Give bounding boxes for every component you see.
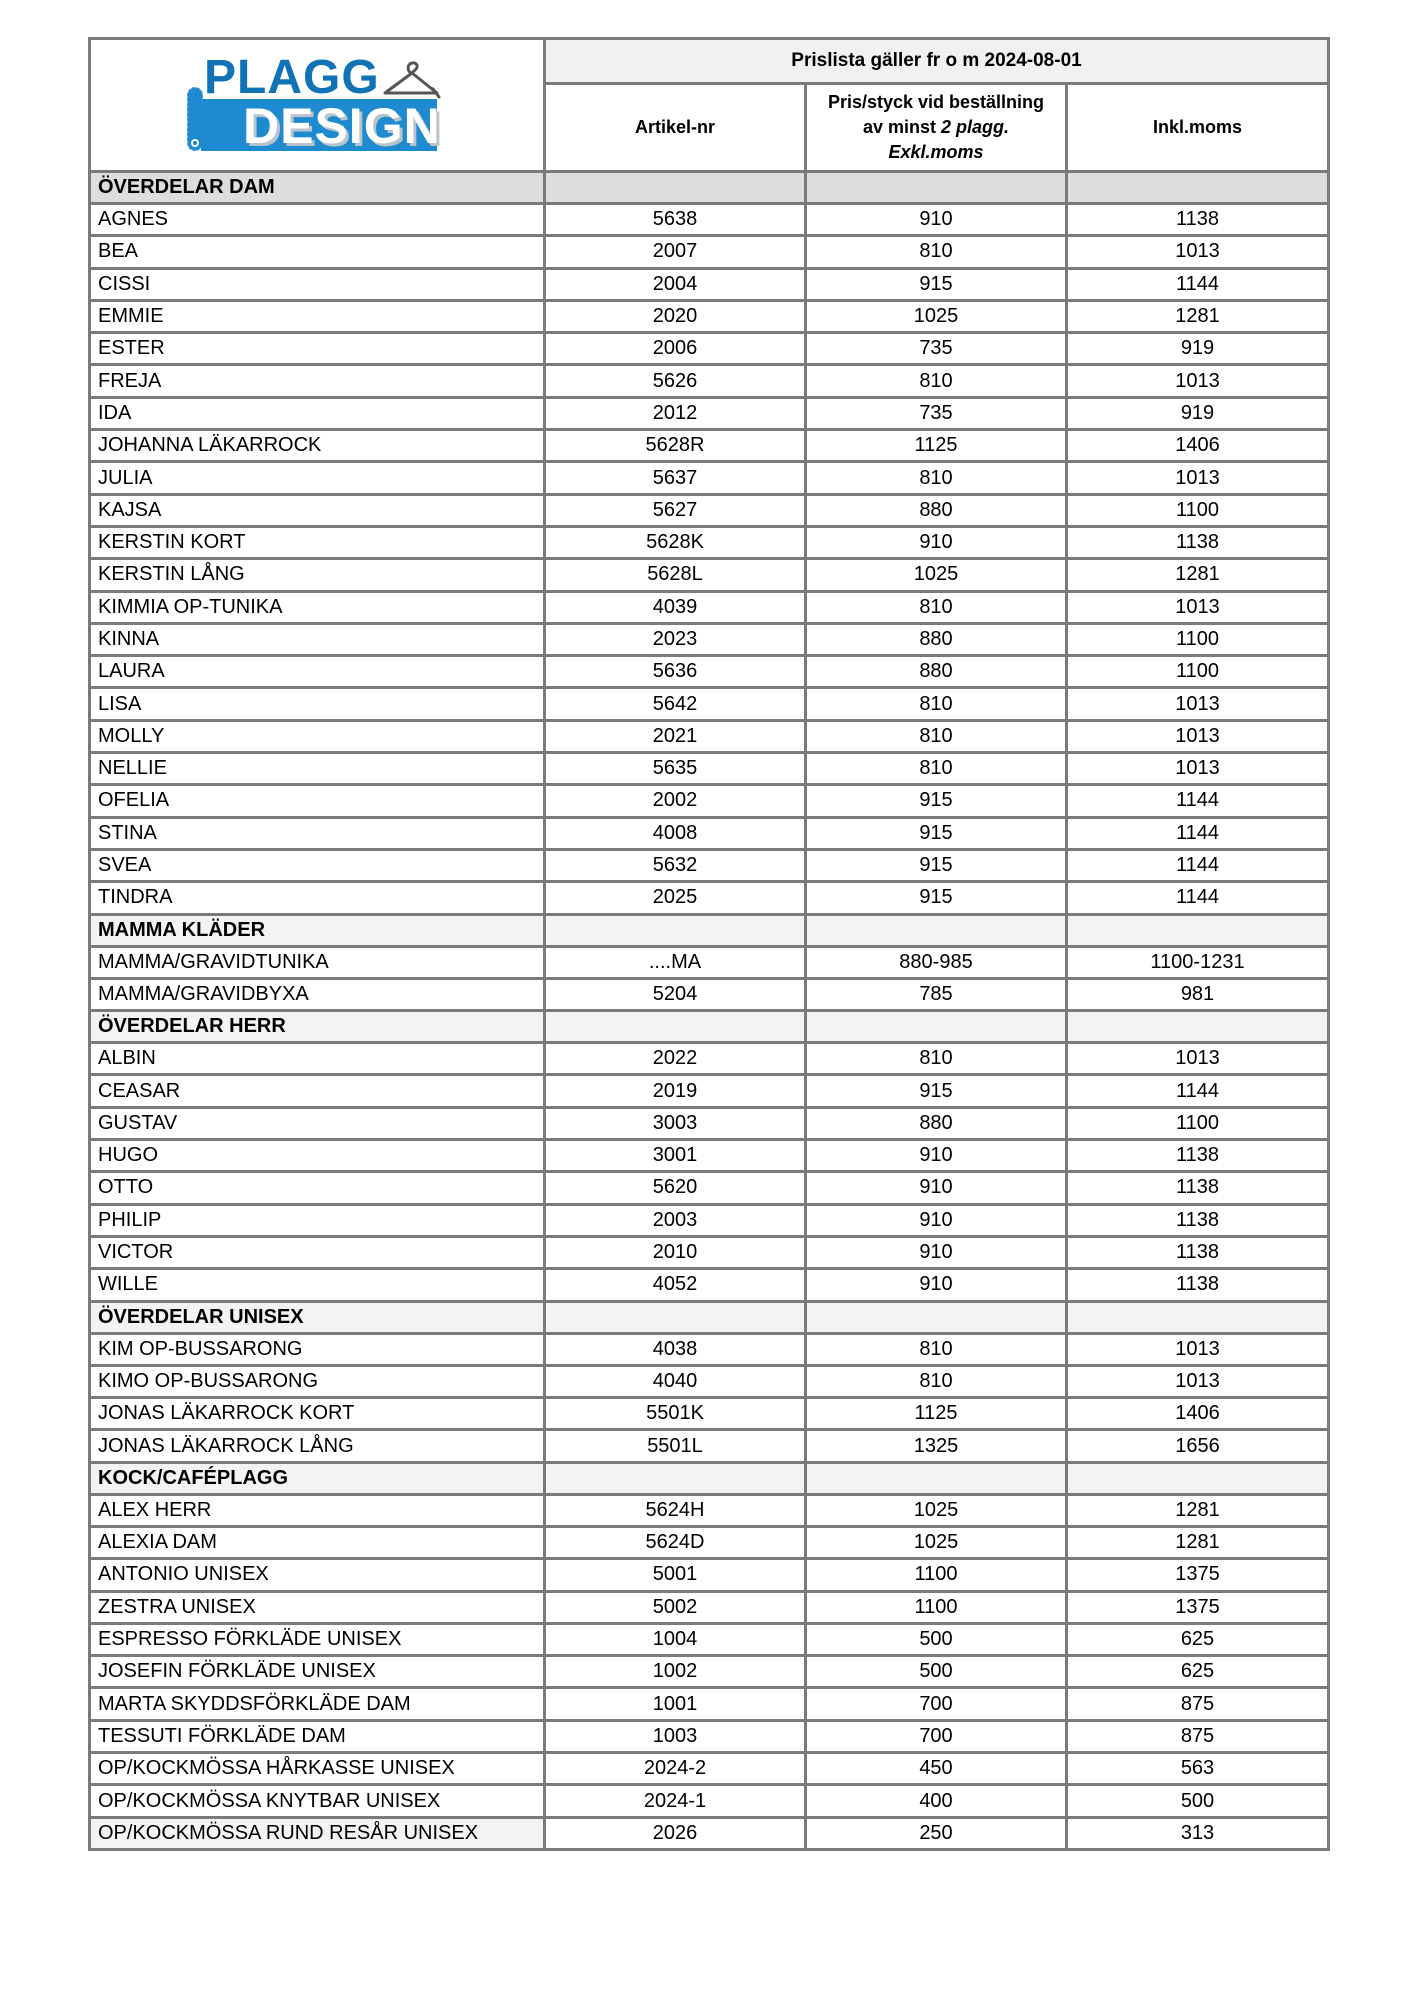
article-number: 5628K bbox=[545, 526, 806, 558]
price-incl-vat: 1100 bbox=[1067, 494, 1329, 526]
price-incl-vat: 1138 bbox=[1067, 1140, 1329, 1172]
table-row bbox=[90, 1398, 1329, 1430]
price-header-line2a: av minst bbox=[862, 116, 941, 137]
table-row bbox=[90, 623, 1329, 655]
logo-text-plagg: PLAGG bbox=[204, 50, 380, 104]
price-incl-vat: 1013 bbox=[1067, 1043, 1329, 1075]
price-incl-vat: 875 bbox=[1067, 1688, 1329, 1720]
product-name: JULIA bbox=[90, 462, 545, 494]
product-name: STINA bbox=[90, 817, 545, 849]
product-name: OTTO bbox=[90, 1172, 545, 1204]
price-incl-vat: 1013 bbox=[1067, 591, 1329, 623]
table-row bbox=[90, 204, 1329, 236]
price-excl-vat: 500 bbox=[806, 1623, 1067, 1655]
section-empty-cell bbox=[545, 1462, 806, 1494]
section-header-row bbox=[90, 172, 1329, 204]
product-name: AGNES bbox=[90, 204, 545, 236]
price-incl-vat: 1144 bbox=[1067, 882, 1329, 914]
price-incl-vat: 981 bbox=[1067, 978, 1329, 1010]
product-name: ANTONIO UNISEX bbox=[90, 1559, 545, 1591]
article-number: 5620 bbox=[545, 1172, 806, 1204]
price-excl-vat: 810 bbox=[806, 591, 1067, 623]
price-excl-vat: 880-985 bbox=[806, 946, 1067, 978]
table-row bbox=[90, 946, 1329, 978]
price-excl-vat: 915 bbox=[806, 1075, 1067, 1107]
article-number: 2003 bbox=[545, 1204, 806, 1236]
price-excl-vat: 1100 bbox=[806, 1591, 1067, 1623]
price-incl-vat: 1406 bbox=[1067, 1398, 1329, 1430]
price-incl-vat: 919 bbox=[1067, 397, 1329, 429]
article-number: 5638 bbox=[545, 204, 806, 236]
product-name: PHILIP bbox=[90, 1204, 545, 1236]
section-empty-cell bbox=[545, 172, 806, 204]
product-name: OFELIA bbox=[90, 785, 545, 817]
article-number: 2010 bbox=[545, 1236, 806, 1268]
article-number: 2021 bbox=[545, 720, 806, 752]
price-excl-vat: 500 bbox=[806, 1656, 1067, 1688]
price-incl-vat: 1100 bbox=[1067, 656, 1329, 688]
table-row bbox=[90, 268, 1329, 300]
product-name: KERSTIN LÅNG bbox=[90, 559, 545, 591]
article-number: 1002 bbox=[545, 1656, 806, 1688]
price-excl-vat: 880 bbox=[806, 1107, 1067, 1139]
table-row bbox=[90, 1526, 1329, 1558]
product-name: MARTA SKYDDSFÖRKLÄDE DAM bbox=[90, 1688, 545, 1720]
price-excl-vat: 915 bbox=[806, 882, 1067, 914]
price-incl-vat: 1138 bbox=[1067, 1269, 1329, 1301]
price-incl-vat: 875 bbox=[1067, 1720, 1329, 1752]
article-number: 5628R bbox=[545, 430, 806, 462]
table-row bbox=[90, 1107, 1329, 1139]
price-incl-vat: 1144 bbox=[1067, 785, 1329, 817]
price-excl-vat: 910 bbox=[806, 1236, 1067, 1268]
price-excl-vat: 785 bbox=[806, 978, 1067, 1010]
column-header-price-incl: Inkl.moms bbox=[1067, 83, 1329, 171]
article-number: 1003 bbox=[545, 1720, 806, 1752]
table-row bbox=[90, 720, 1329, 752]
product-name: LAURA bbox=[90, 656, 545, 688]
article-number: 5642 bbox=[545, 688, 806, 720]
price-incl-vat: 1144 bbox=[1067, 268, 1329, 300]
table-row bbox=[90, 526, 1329, 558]
price-excl-vat: 915 bbox=[806, 268, 1067, 300]
product-name: NELLIE bbox=[90, 753, 545, 785]
price-excl-vat: 1025 bbox=[806, 1494, 1067, 1526]
price-incl-vat: 1013 bbox=[1067, 462, 1329, 494]
section-empty-cell bbox=[806, 1011, 1067, 1043]
price-excl-vat: 910 bbox=[806, 526, 1067, 558]
product-name: OP/KOCKMÖSSA KNYTBAR UNISEX bbox=[90, 1785, 545, 1817]
section-title: KOCK/CAFÉPLAGG bbox=[90, 1462, 545, 1494]
price-incl-vat: 1281 bbox=[1067, 1526, 1329, 1558]
table-row bbox=[90, 1204, 1329, 1236]
table-row bbox=[90, 882, 1329, 914]
product-name: JOHANNA LÄKARROCK bbox=[90, 430, 545, 462]
price-incl-vat: 1013 bbox=[1067, 753, 1329, 785]
section-empty-cell bbox=[1067, 1301, 1329, 1333]
price-list-title: Prislista gäller fr o m 2024-08-01 bbox=[545, 39, 1329, 84]
price-incl-vat: 1138 bbox=[1067, 204, 1329, 236]
table-row bbox=[90, 978, 1329, 1010]
product-name: ZESTRA UNISEX bbox=[90, 1591, 545, 1623]
table-row bbox=[90, 1494, 1329, 1526]
article-number: 5002 bbox=[545, 1591, 806, 1623]
price-incl-vat: 1138 bbox=[1067, 526, 1329, 558]
article-number: 5628L bbox=[545, 559, 806, 591]
column-header-article: Artikel-nr bbox=[545, 83, 806, 171]
price-excl-vat: 735 bbox=[806, 397, 1067, 429]
product-name: ALEX HERR bbox=[90, 1494, 545, 1526]
price-incl-vat: 313 bbox=[1067, 1817, 1329, 1849]
price-incl-vat: 1375 bbox=[1067, 1591, 1329, 1623]
section-empty-cell bbox=[806, 172, 1067, 204]
article-number: 2007 bbox=[545, 236, 806, 268]
product-name: CISSI bbox=[90, 268, 545, 300]
table-row bbox=[90, 849, 1329, 881]
table-row bbox=[90, 430, 1329, 462]
table-row bbox=[90, 656, 1329, 688]
column-header-price-excl bbox=[806, 83, 1067, 171]
product-name: OP/KOCKMÖSSA RUND RESÅR UNISEX bbox=[90, 1817, 545, 1849]
article-number: 2024-1 bbox=[545, 1785, 806, 1817]
price-excl-vat: 1125 bbox=[806, 1398, 1067, 1430]
price-incl-vat: 1100 bbox=[1067, 1107, 1329, 1139]
price-header-line1: Pris/styck vid beställning bbox=[827, 91, 1045, 112]
hanger-icon bbox=[381, 61, 443, 101]
price-header-line3: Exkl.moms bbox=[888, 141, 984, 162]
price-incl-vat: 1144 bbox=[1067, 849, 1329, 881]
table-row bbox=[90, 817, 1329, 849]
table-row bbox=[90, 1043, 1329, 1075]
article-number: 5636 bbox=[545, 656, 806, 688]
table-row bbox=[90, 1817, 1329, 1849]
table-row bbox=[90, 1365, 1329, 1397]
section-empty-cell bbox=[1067, 1462, 1329, 1494]
price-incl-vat: 1406 bbox=[1067, 430, 1329, 462]
article-number: 2026 bbox=[545, 1817, 806, 1849]
product-name: ALBIN bbox=[90, 1043, 545, 1075]
product-name: KIMMIA OP-TUNIKA bbox=[90, 591, 545, 623]
section-title: ÖVERDELAR HERR bbox=[90, 1011, 545, 1043]
section-empty-cell bbox=[1067, 914, 1329, 946]
logo-text-design: DESIGN bbox=[243, 97, 441, 154]
product-name: HUGO bbox=[90, 1140, 545, 1172]
product-name: SVEA bbox=[90, 849, 545, 881]
table-row bbox=[90, 1269, 1329, 1301]
article-number: 4008 bbox=[545, 817, 806, 849]
table-row bbox=[90, 1236, 1329, 1268]
price-incl-vat: 1281 bbox=[1067, 559, 1329, 591]
article-number: 2012 bbox=[545, 397, 806, 429]
article-number: 5632 bbox=[545, 849, 806, 881]
price-incl-vat: 1138 bbox=[1067, 1172, 1329, 1204]
plagg-design-logo bbox=[187, 50, 447, 154]
table-row bbox=[90, 785, 1329, 817]
table-row bbox=[90, 559, 1329, 591]
product-name: MAMMA/GRAVIDTUNIKA bbox=[90, 946, 545, 978]
table-row bbox=[90, 1656, 1329, 1688]
table-row bbox=[90, 397, 1329, 429]
section-header-row bbox=[90, 1462, 1329, 1494]
price-excl-vat: 450 bbox=[806, 1753, 1067, 1785]
product-name: OP/KOCKMÖSSA HÅRKASSE UNISEX bbox=[90, 1753, 545, 1785]
article-number: 1001 bbox=[545, 1688, 806, 1720]
table-row bbox=[90, 236, 1329, 268]
table-row bbox=[90, 1559, 1329, 1591]
price-incl-vat: 1013 bbox=[1067, 365, 1329, 397]
product-name: IDA bbox=[90, 397, 545, 429]
price-incl-vat: 1138 bbox=[1067, 1204, 1329, 1236]
price-excl-vat: 1125 bbox=[806, 430, 1067, 462]
price-incl-vat: 563 bbox=[1067, 1753, 1329, 1785]
section-empty-cell bbox=[545, 914, 806, 946]
product-name: VICTOR bbox=[90, 1236, 545, 1268]
section-header-row bbox=[90, 1011, 1329, 1043]
table-row bbox=[90, 1753, 1329, 1785]
product-name: ESTER bbox=[90, 333, 545, 365]
table-row bbox=[90, 1688, 1329, 1720]
product-name: KERSTIN KORT bbox=[90, 526, 545, 558]
article-number: 5501L bbox=[545, 1430, 806, 1462]
price-excl-vat: 810 bbox=[806, 688, 1067, 720]
table-row bbox=[90, 1623, 1329, 1655]
article-number: 5624D bbox=[545, 1526, 806, 1558]
price-excl-vat: 250 bbox=[806, 1817, 1067, 1849]
price-excl-vat: 915 bbox=[806, 785, 1067, 817]
article-number: 2022 bbox=[545, 1043, 806, 1075]
article-number: 2025 bbox=[545, 882, 806, 914]
price-excl-vat: 880 bbox=[806, 623, 1067, 655]
product-name: LISA bbox=[90, 688, 545, 720]
table-row bbox=[90, 1075, 1329, 1107]
price-excl-vat: 915 bbox=[806, 817, 1067, 849]
section-header-row bbox=[90, 914, 1329, 946]
price-incl-vat: 1013 bbox=[1067, 688, 1329, 720]
product-name: CEASAR bbox=[90, 1075, 545, 1107]
price-incl-vat: 1375 bbox=[1067, 1559, 1329, 1591]
section-header-row bbox=[90, 1301, 1329, 1333]
price-excl-vat: 880 bbox=[806, 656, 1067, 688]
article-number: 4052 bbox=[545, 1269, 806, 1301]
article-number: 4039 bbox=[545, 591, 806, 623]
price-excl-vat: 910 bbox=[806, 1204, 1067, 1236]
table-row bbox=[90, 688, 1329, 720]
product-name: TINDRA bbox=[90, 882, 545, 914]
table-row bbox=[90, 365, 1329, 397]
table-row bbox=[90, 1333, 1329, 1365]
article-number: 5635 bbox=[545, 753, 806, 785]
article-number: 2020 bbox=[545, 300, 806, 332]
price-excl-vat: 910 bbox=[806, 204, 1067, 236]
price-incl-vat: 1656 bbox=[1067, 1430, 1329, 1462]
article-number: 4038 bbox=[545, 1333, 806, 1365]
price-incl-vat: 1281 bbox=[1067, 300, 1329, 332]
section-empty-cell bbox=[1067, 1011, 1329, 1043]
section-empty-cell bbox=[806, 914, 1067, 946]
price-excl-vat: 735 bbox=[806, 333, 1067, 365]
section-empty-cell bbox=[806, 1301, 1067, 1333]
product-name: MAMMA/GRAVIDBYXA bbox=[90, 978, 545, 1010]
article-number: 2006 bbox=[545, 333, 806, 365]
section-empty-cell bbox=[1067, 172, 1329, 204]
article-number: 5624H bbox=[545, 1494, 806, 1526]
section-title: MAMMA KLÄDER bbox=[90, 914, 545, 946]
price-excl-vat: 910 bbox=[806, 1269, 1067, 1301]
price-excl-vat: 880 bbox=[806, 494, 1067, 526]
article-number: 3003 bbox=[545, 1107, 806, 1139]
price-excl-vat: 1025 bbox=[806, 1526, 1067, 1558]
article-number: 2024-2 bbox=[545, 1753, 806, 1785]
product-name: KIM OP-BUSSARONG bbox=[90, 1333, 545, 1365]
price-excl-vat: 810 bbox=[806, 462, 1067, 494]
product-name: ALEXIA DAM bbox=[90, 1526, 545, 1558]
product-name: KINNA bbox=[90, 623, 545, 655]
price-excl-vat: 915 bbox=[806, 849, 1067, 881]
price-incl-vat: 1013 bbox=[1067, 236, 1329, 268]
price-incl-vat: 500 bbox=[1067, 1785, 1329, 1817]
price-incl-vat: 1013 bbox=[1067, 720, 1329, 752]
price-incl-vat: 1144 bbox=[1067, 1075, 1329, 1107]
article-number: 2019 bbox=[545, 1075, 806, 1107]
table-row bbox=[90, 1172, 1329, 1204]
article-number: 2004 bbox=[545, 268, 806, 300]
price-excl-vat: 810 bbox=[806, 236, 1067, 268]
price-excl-vat: 910 bbox=[806, 1172, 1067, 1204]
table-row bbox=[90, 1720, 1329, 1752]
article-number: ....MA bbox=[545, 946, 806, 978]
table-row bbox=[90, 462, 1329, 494]
article-number: 5001 bbox=[545, 1559, 806, 1591]
product-name: EMMIE bbox=[90, 300, 545, 332]
logo-cell bbox=[90, 39, 545, 172]
table-row bbox=[90, 300, 1329, 332]
table-row bbox=[90, 1591, 1329, 1623]
product-name: MOLLY bbox=[90, 720, 545, 752]
price-excl-vat: 700 bbox=[806, 1720, 1067, 1752]
product-name: KIMO OP-BUSSARONG bbox=[90, 1365, 545, 1397]
price-incl-vat: 1144 bbox=[1067, 817, 1329, 849]
product-name: KAJSA bbox=[90, 494, 545, 526]
product-name: GUSTAV bbox=[90, 1107, 545, 1139]
product-name: BEA bbox=[90, 236, 545, 268]
price-excl-vat: 1325 bbox=[806, 1430, 1067, 1462]
price-list-body bbox=[90, 172, 1329, 1850]
price-excl-vat: 810 bbox=[806, 753, 1067, 785]
price-incl-vat: 1100 bbox=[1067, 623, 1329, 655]
table-row bbox=[90, 753, 1329, 785]
price-list-page bbox=[88, 37, 1327, 1851]
product-name: FREJA bbox=[90, 365, 545, 397]
section-title: ÖVERDELAR UNISEX bbox=[90, 1301, 545, 1333]
price-incl-vat: 625 bbox=[1067, 1656, 1329, 1688]
article-number: 4040 bbox=[545, 1365, 806, 1397]
table-row bbox=[90, 1785, 1329, 1817]
article-number: 5627 bbox=[545, 494, 806, 526]
price-incl-vat: 1013 bbox=[1067, 1365, 1329, 1397]
price-excl-vat: 700 bbox=[806, 1688, 1067, 1720]
section-title: ÖVERDELAR DAM bbox=[90, 172, 545, 204]
price-header-line2b: 2 plagg. bbox=[941, 116, 1010, 137]
section-empty-cell bbox=[545, 1301, 806, 1333]
table-row bbox=[90, 1430, 1329, 1462]
section-empty-cell bbox=[545, 1011, 806, 1043]
price-incl-vat: 1138 bbox=[1067, 1236, 1329, 1268]
price-list-table bbox=[88, 37, 1330, 1851]
article-number: 5501K bbox=[545, 1398, 806, 1430]
article-number: 3001 bbox=[545, 1140, 806, 1172]
table-row bbox=[90, 1140, 1329, 1172]
price-incl-vat: 625 bbox=[1067, 1623, 1329, 1655]
article-number: 5637 bbox=[545, 462, 806, 494]
product-name: WILLE bbox=[90, 1269, 545, 1301]
article-number: 5626 bbox=[545, 365, 806, 397]
price-excl-vat: 810 bbox=[806, 1365, 1067, 1397]
price-incl-vat: 1100-1231 bbox=[1067, 946, 1329, 978]
product-name: JOSEFIN FÖRKLÄDE UNISEX bbox=[90, 1656, 545, 1688]
price-excl-vat: 810 bbox=[806, 720, 1067, 752]
section-empty-cell bbox=[806, 1462, 1067, 1494]
price-excl-vat: 1100 bbox=[806, 1559, 1067, 1591]
product-name: JONAS LÄKARROCK KORT bbox=[90, 1398, 545, 1430]
product-name: ESPRESSO FÖRKLÄDE UNISEX bbox=[90, 1623, 545, 1655]
article-number: 2002 bbox=[545, 785, 806, 817]
article-number: 1004 bbox=[545, 1623, 806, 1655]
price-excl-vat: 1025 bbox=[806, 559, 1067, 591]
price-incl-vat: 1013 bbox=[1067, 1333, 1329, 1365]
price-excl-vat: 810 bbox=[806, 1043, 1067, 1075]
price-incl-vat: 1281 bbox=[1067, 1494, 1329, 1526]
article-number: 2023 bbox=[545, 623, 806, 655]
price-excl-vat: 810 bbox=[806, 365, 1067, 397]
price-incl-vat: 919 bbox=[1067, 333, 1329, 365]
price-excl-vat: 810 bbox=[806, 1333, 1067, 1365]
price-excl-vat: 400 bbox=[806, 1785, 1067, 1817]
product-name: JONAS LÄKARROCK LÅNG bbox=[90, 1430, 545, 1462]
table-row bbox=[90, 333, 1329, 365]
fabric-roll-end-icon bbox=[191, 139, 199, 147]
price-excl-vat: 1025 bbox=[806, 300, 1067, 332]
table-row bbox=[90, 494, 1329, 526]
price-excl-vat: 910 bbox=[806, 1140, 1067, 1172]
table-row bbox=[90, 591, 1329, 623]
product-name: TESSUTI FÖRKLÄDE DAM bbox=[90, 1720, 545, 1752]
article-number: 5204 bbox=[545, 978, 806, 1010]
